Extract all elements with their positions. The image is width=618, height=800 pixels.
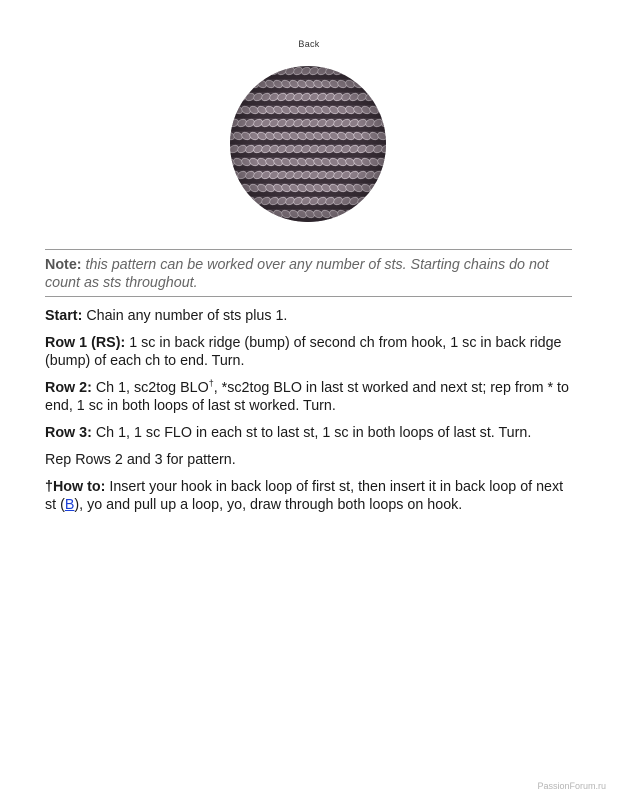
howto-text-b: ), yo and pull up a loop, yo, draw through both loops on hook.: [74, 497, 463, 513]
pattern-instructions: [45, 307, 575, 523]
swatch-stitch: [240, 79, 251, 89]
row3-instruction: [45, 424, 575, 442]
swatch-stitch: [384, 79, 386, 89]
swatch-stitch: [236, 66, 247, 76]
swatch-stitch: [360, 79, 371, 89]
row2-text-a: Ch 1, sc2tog BLO: [95, 380, 209, 396]
howto-label: †How to:: [45, 479, 106, 495]
figure-caption: Back: [298, 39, 320, 49]
note-label: Note:: [45, 257, 82, 273]
swatch-stitch: [376, 79, 386, 89]
swatch-stitch: [364, 66, 375, 76]
swatch-stitch: [230, 66, 232, 76]
note-text: this pattern can be worked over any number of sts. Starting chains do not count as sts throughout.: [45, 257, 549, 291]
row3-label: Row 3:: [45, 425, 92, 441]
swatch-stitch: [252, 66, 263, 76]
swatch-stitch: [368, 209, 379, 219]
swatch-stitch: [356, 66, 367, 76]
swatch-stitch: [260, 66, 271, 76]
swatch-stitch: [364, 196, 375, 206]
swatch-stitch: [376, 209, 386, 219]
swatch-stitch: [230, 209, 236, 219]
stitch-swatch-image: [230, 66, 386, 222]
row2-label: Row 2:: [45, 380, 92, 396]
swatch-stitch: [232, 79, 243, 89]
start-text: Chain any number of sts plus 1.: [86, 308, 288, 324]
swatch-stitch: [348, 66, 359, 76]
repeat-instruction: Rep Rows 2 and 3 for pattern.: [45, 452, 236, 468]
dagger-mark: †: [208, 378, 214, 389]
note-block: [45, 256, 572, 292]
swatch-stitch: [380, 170, 386, 180]
swatch-stitch: [380, 66, 386, 76]
note-bottom-rule: [45, 296, 572, 297]
swatch-stitch: [380, 92, 386, 102]
swatch-stitch: [248, 209, 259, 219]
row3-text: Ch 1, 1 sc FLO in each st to last st, 1 sc in both loops of last st. Turn.: [95, 425, 532, 441]
swatch-stitch: [384, 105, 386, 115]
swatch-stitch: [256, 209, 267, 219]
swatch-stitch: [384, 209, 386, 219]
swatch-stitch: [230, 92, 232, 102]
swatch-stitch: [240, 209, 251, 219]
figure-b-link[interactable]: B: [64, 497, 75, 513]
row2-instruction: [45, 379, 575, 415]
swatch-stitch: [368, 79, 379, 89]
swatch-stitch: [230, 66, 240, 76]
swatch-stitch: [372, 92, 383, 102]
howto-instruction: [45, 478, 575, 514]
swatch-stitch: [232, 209, 243, 219]
swatch-stitch: [230, 79, 236, 89]
swatch-stitch: [376, 183, 386, 193]
note-top-rule: [45, 249, 572, 250]
swatch-stitch: [384, 183, 386, 193]
swatch-stitch: [236, 196, 247, 206]
start-instruction: [45, 307, 575, 325]
row1-instruction: [45, 334, 575, 370]
swatch-stitch: [372, 196, 383, 206]
row1-text: 1 sc in back ridge (bump) of second ch from hook, 1 sc in back ridge (bump) of each ch to end. Turn.: [45, 335, 562, 369]
swatch-stitch: [352, 209, 363, 219]
swatch-stitch: [372, 66, 383, 76]
swatch-stitch: [230, 105, 236, 115]
swatch-stitch: [230, 183, 236, 193]
howto-text-a: Insert your hook in back loop of first st, then insert it in back loop of next st (: [45, 479, 564, 513]
swatch-stitch: [230, 196, 240, 206]
row1-label: Row 1 (RS):: [45, 335, 126, 351]
swatch-stitch: [244, 66, 255, 76]
swatch-stitch: [360, 209, 371, 219]
watermark: PassionForum.ru: [537, 781, 606, 791]
swatch-stitch: [230, 92, 240, 102]
start-label: Start:: [45, 308, 83, 324]
swatch-stitch: [380, 196, 386, 206]
swatch-stitch: [230, 196, 232, 206]
swatch-stitch: [230, 170, 232, 180]
swatch-stitch: [230, 118, 232, 128]
row2-text-b: , *sc2tog BLO in last st worked and next st; rep from * to end, 1 sc in both loops of last st worked. Turn.: [45, 380, 569, 414]
